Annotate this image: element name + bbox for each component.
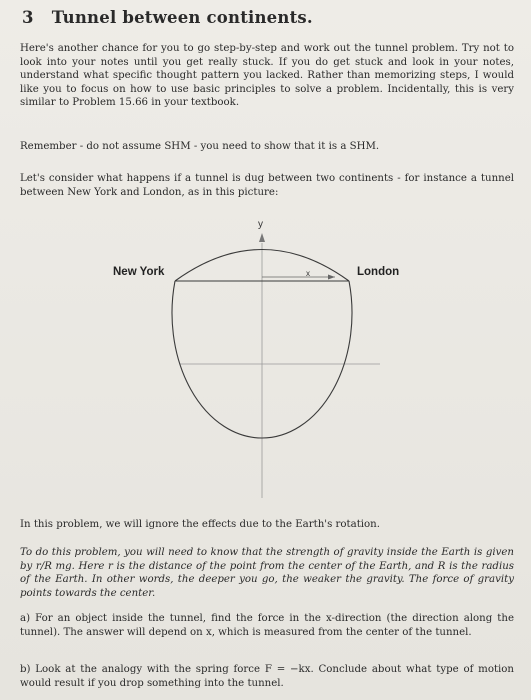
- rotation-paragraph: In this problem, we will ignore the effects due to the Earth's rotation.: [20, 519, 380, 530]
- consider-paragraph: Let's consider what happens if a tunnel is dug between two continents - for instance a tunnel between New York and London, as in this picture:: [20, 173, 514, 198]
- gravity-paragraph: To do this problem, you will need to know that the strength of gravity inside the Earth is given by r/R mg. Here r is the distance of the point from the center of the Earth, and R is the radius of the Earth. In other words, the deeper you go, the weaker the gravity. The force of gravity points towards the center.: [20, 547, 514, 599]
- section-number: 3: [22, 8, 34, 27]
- x-axis-label: x: [306, 269, 310, 278]
- x-arrow-head: [328, 275, 335, 280]
- intro-paragraph: Here's another chance for you to go step-by-step and work out the tunnel problem. Try not to look into your notes until you get really stuck. If you do get stuck and look in your notes, understand what specific thought pattern you lacked. Rather than memorizing steps, I would like you to focus on how to use basic principles to solve a problem. Incidentally, this is very similar to Problem 15.66 in your textbook.: [20, 43, 514, 109]
- part-a-question: a) For an object inside the tunnel, find the force in the x-direction (the direction along the tunnel). The answer will depend on x, which is measured from the center of the tunnel.: [20, 613, 514, 638]
- london-label: London: [357, 266, 400, 278]
- part-b-question: b) Look at the analogy with the spring force F = −kx. Conclude about what type of motion would result if you drop something into the tunnel.: [20, 664, 514, 689]
- y-axis-label: y: [258, 219, 263, 230]
- section-title: Tunnel between continents.: [51, 8, 313, 27]
- y-axis-arrow: [259, 233, 265, 242]
- new-york-label: New York: [113, 266, 165, 278]
- remember-paragraph: Remember - do not assume SHM - you need to show that it is a SHM.: [20, 141, 380, 152]
